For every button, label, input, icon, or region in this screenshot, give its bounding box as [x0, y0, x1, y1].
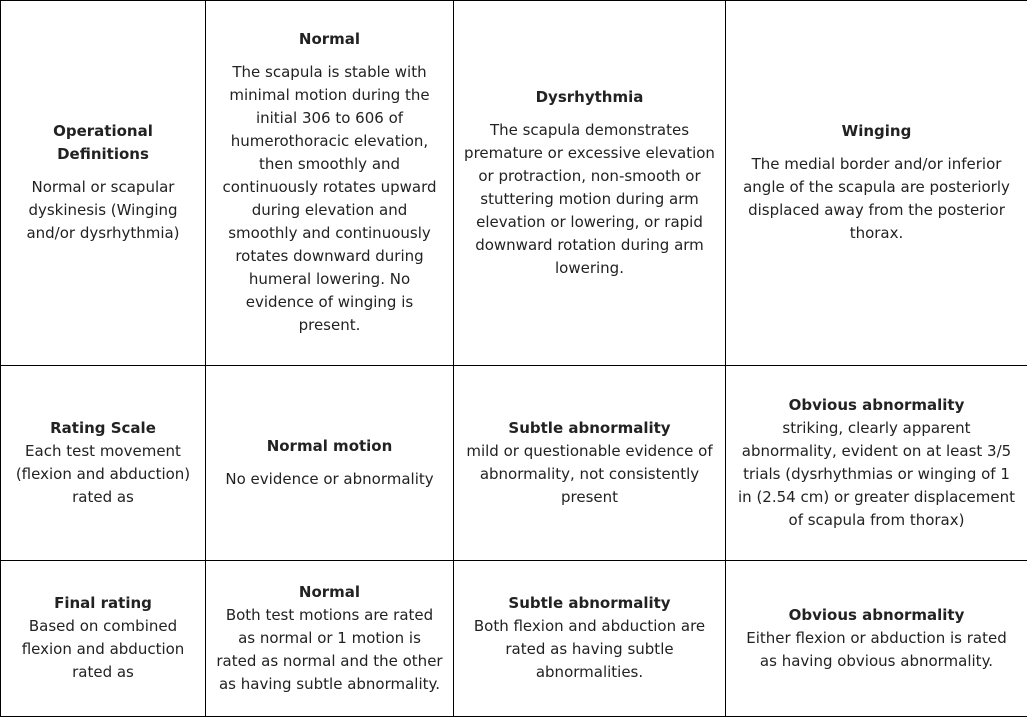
cell-heading: Subtle abnormality: [508, 418, 671, 437]
cell-body: Both flexion and abduction are rated as having subtle abnormalities.: [473, 617, 706, 682]
table-cell: [206, 365, 454, 560]
table-row-rating-scale: [1, 365, 1027, 560]
table-cell: [726, 365, 1027, 560]
cell-body: striking, clearly apparent abnormality, evident on at least 3/5 trials (dysrhythmias or winging of 1 in (2.54 cm) or greater displacement of scapula from thorax): [738, 418, 1015, 529]
cell-heading: Rating Scale: [50, 418, 156, 437]
table-row-operational-definitions: [1, 1, 1027, 366]
cell-heading: Normal motion: [266, 436, 393, 455]
cell-heading: Obvious abnormality: [788, 605, 965, 624]
cell-heading: Subtle abnormality: [508, 594, 671, 613]
cell-body: The scapula is stable with minimal motion during the initial 306 to 606 of humerothoracic elevation, then smoothly and continuously rotates upward during elevation and smoothly and continuously rotates downward during humeral lowering. No evidence of winging is present.: [222, 63, 437, 335]
cell-heading: Operational Definitions: [53, 122, 153, 164]
table-cell: [726, 1, 1027, 366]
cell-body: Either flexion or abduction is rated as having obvious abnormality.: [746, 628, 1007, 670]
cell-heading: Winging: [841, 122, 912, 141]
cell-heading: Dysrhythmia: [535, 87, 644, 106]
cell-body: Both test motions are rated as normal or 1 motion is rated as normal and the other as having subtle abnormality.: [216, 605, 443, 693]
table-row-final-rating: [1, 560, 1027, 716]
table-cell: [1, 560, 206, 716]
table-cell: [206, 560, 454, 716]
table-cell: [454, 365, 726, 560]
table-cell: [1, 1, 206, 366]
cell-heading: Final rating: [54, 594, 152, 613]
cell-body: The scapula demonstrates premature or excessive elevation or protraction, non-smooth or stuttering motion during arm elevation or lowering, or rapid downward rotation during arm lowering.: [464, 120, 715, 277]
table-cell: [1, 365, 206, 560]
cell-body: Based on combined flexion and abduction rated as: [21, 617, 185, 682]
table-cell: [206, 1, 454, 366]
table-cell: [454, 1, 726, 366]
cell-body: mild or questionable evidence of abnormality, not consistently present: [466, 441, 713, 506]
cell-body: Normal or scapular dyskinesis (Winging and/or dysrhythmia): [26, 178, 180, 243]
cell-heading: Normal: [298, 582, 361, 601]
cell-body: Each test movement (flexion and abduction) rated as: [15, 441, 191, 506]
cell-body: The medial border and/or inferior angle of the scapula are posteriorly displaced away from the posterior thorax.: [743, 155, 1010, 243]
cell-heading: Obvious abnormality: [788, 395, 965, 414]
table-cell: [454, 560, 726, 716]
table-cell: [726, 560, 1027, 716]
cell-body: No evidence or abnormality: [225, 469, 434, 488]
cell-heading: Normal: [298, 30, 361, 49]
